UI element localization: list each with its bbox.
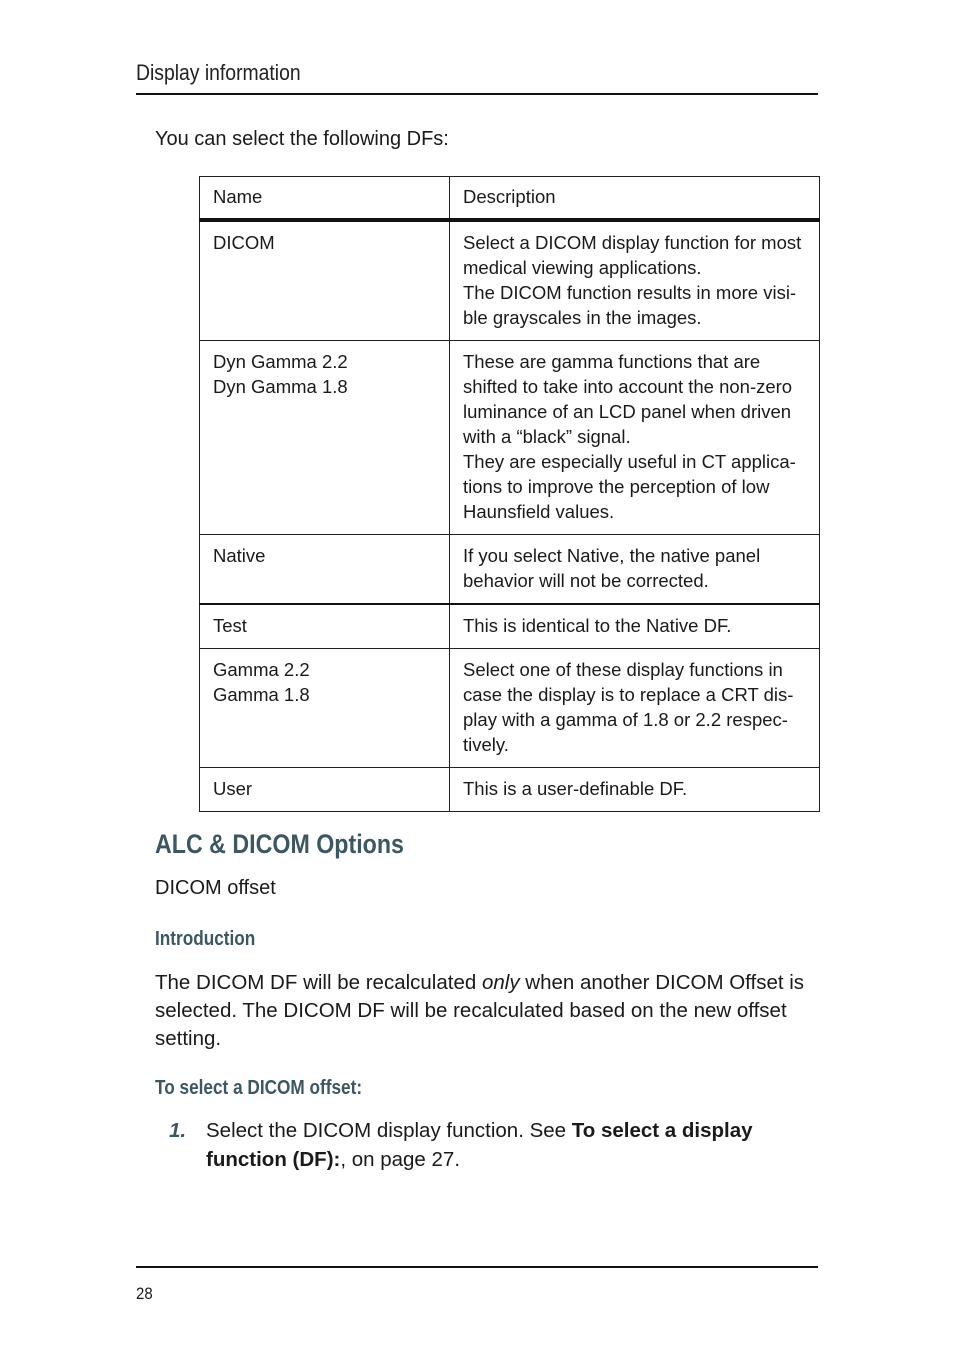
paragraph-text: The DICOM DF will be recalculated <box>155 971 482 994</box>
name-line: Native <box>213 545 266 566</box>
procedure-heading: To select a DICOM offset: <box>155 1077 363 1099</box>
name-cell <box>200 604 450 649</box>
name-cell <box>200 220 450 341</box>
cross-reference-link[interactable]: To select a display function (DF): <box>206 1119 753 1171</box>
table-row <box>200 649 820 768</box>
introduction-heading: Introduction <box>155 928 256 950</box>
table-row <box>200 604 820 649</box>
description-line: The DICOM function results in more visi- <box>463 282 797 303</box>
description-line: luminance of an LCD panel when driven <box>463 401 792 422</box>
display-functions-table <box>199 176 820 812</box>
paragraph-text: when another DICOM Offset is selected. The DICOM DF will be recalculated based on the new offset setting. <box>155 971 805 1050</box>
table-row <box>200 535 820 605</box>
name-line: User <box>213 778 253 799</box>
description-line: Select one of these display functions in <box>463 659 783 680</box>
table-row <box>200 341 820 535</box>
step-number: 1. <box>169 1119 187 1142</box>
description-cell <box>450 768 820 812</box>
description-line: Select a DICOM display function for most <box>463 232 802 253</box>
description-line: These are gamma functions that are <box>463 351 761 372</box>
description-cell <box>450 649 820 768</box>
description-line: shifted to take into account the non-zero <box>463 376 793 397</box>
table-row <box>200 768 820 812</box>
paragraph-emphasis: only <box>481 971 520 994</box>
description-line: tions to improve the perception of low <box>463 476 770 497</box>
description-cell <box>450 341 820 535</box>
description-line: case the display is to replace a CRT dis- <box>463 684 794 705</box>
running-header: Display information <box>136 60 301 85</box>
page-number: 28 <box>136 1284 153 1303</box>
step-text: Select the DICOM display function. See <box>206 1119 572 1142</box>
introduction-paragraph <box>155 969 835 1053</box>
section-title: ALC & DICOM Options <box>155 829 404 859</box>
name-line: Dyn Gamma 1.8 <box>213 376 348 397</box>
description-line: This is identical to the Native DF. <box>463 615 732 636</box>
intro-text: You can select the following DFs: <box>155 128 449 150</box>
description-line: tively. <box>463 734 509 755</box>
step-suffix: , on page 27. <box>340 1148 461 1171</box>
description-line: medical viewing applications. <box>463 257 702 278</box>
column-header-description: Description <box>450 177 820 221</box>
table-header-row <box>200 177 820 221</box>
description-line: play with a gamma of 1.8 or 2.2 respec- <box>463 709 788 730</box>
name-line: Dyn Gamma 2.2 <box>213 351 348 372</box>
name-cell <box>200 768 450 812</box>
section-subtitle: DICOM offset <box>155 877 276 899</box>
header-rule <box>136 93 818 95</box>
description-line: Haunsfield values. <box>463 501 615 522</box>
description-line: with a “black” signal. <box>463 426 631 447</box>
table-row <box>200 220 820 341</box>
name-line: Gamma 1.8 <box>213 684 310 705</box>
step-body <box>206 1116 826 1174</box>
description-cell <box>450 535 820 605</box>
name-line: DICOM <box>213 232 275 253</box>
name-cell <box>200 341 450 535</box>
name-cell <box>200 535 450 605</box>
description-line: If you select Native, the native panel <box>463 545 761 566</box>
description-line: behavior will not be corrected. <box>463 570 709 591</box>
description-cell <box>450 604 820 649</box>
name-line: Test <box>213 615 247 636</box>
name-line: Gamma 2.2 <box>213 659 310 680</box>
column-header-name: Name <box>200 177 450 221</box>
description-line: ble grayscales in the images. <box>463 307 702 328</box>
description-line: They are especially useful in CT applica- <box>463 451 796 472</box>
name-cell <box>200 649 450 768</box>
description-cell <box>450 220 820 341</box>
footer-rule <box>136 1266 818 1268</box>
description-line: This is a user-definable DF. <box>463 778 688 799</box>
